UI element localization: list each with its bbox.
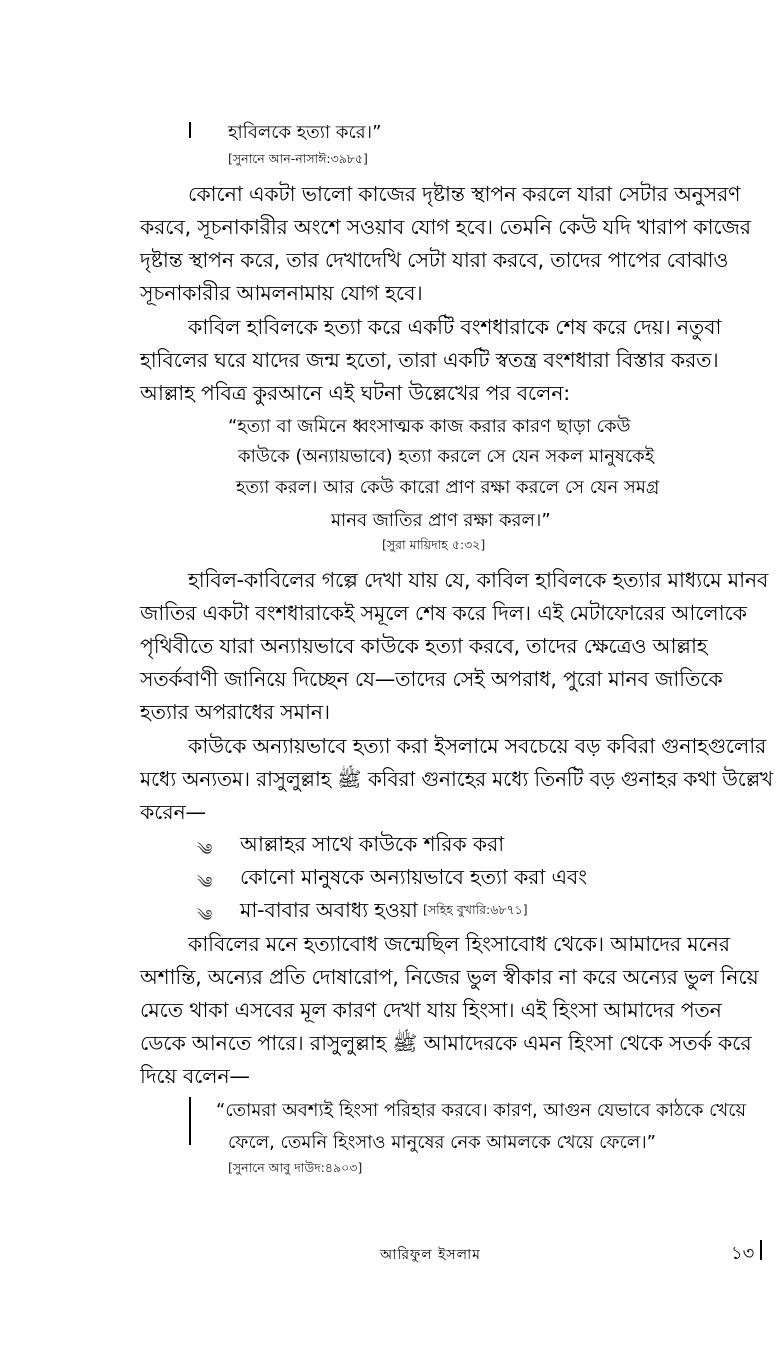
paragraph-line: হত্যার অপরাধের সমান। bbox=[140, 700, 330, 724]
page-number: ১৩ bbox=[731, 1243, 755, 1264]
quran-quote-line: “হত্যা বা জমিনে ধ্বংসাত্মক কাজ করার কারণ ছাড়া কেউ bbox=[228, 416, 631, 437]
paragraph-line: কাবিল হাবিলকে হত্যা করে একটি বংশধারাকে শেষ করে দেয়। নতুবা bbox=[188, 315, 722, 339]
paragraph-line: আল্লাহ পবিত্র কুরআনে এই ঘটনা উল্লেখের পর বলেন: bbox=[140, 381, 570, 405]
quran-quote-line: হত্যা করল। আর কেউ কারো প্রাণ রক্ষা করলে সে যেন সমগ্র bbox=[236, 477, 660, 498]
bullet-item: কোনো মানুষকে অন্যায়ভাবে হত্যা করা এবং bbox=[240, 865, 587, 889]
quote-bar bbox=[189, 122, 191, 138]
bullet-item: আল্লাহর সাথে কাউকে শরিক করা bbox=[240, 832, 504, 856]
paragraph-line: হাবিল-কাবিলের গল্পে দেখা যায় যে, কাবিল হাবিলকে হত্যার মাধ্যমে মানব bbox=[188, 568, 769, 592]
page-number-bar bbox=[760, 1240, 762, 1260]
paragraph-line: হাবিলের ঘরে যাদের জন্ম হতো, তারা একটি স্বতন্ত্র বংশধারা বিস্তার করত। bbox=[140, 348, 719, 372]
paragraph-line: দিয়ে বলেন— bbox=[140, 1064, 250, 1088]
paragraph-line: কাবিলের মনে হত্যাবোধ জন্মেছিল হিংসাবোধ থেকে। আমাদের মনের bbox=[188, 932, 730, 956]
citation: [সুনানে আবু দাউদ:৪৯০৩] bbox=[228, 1160, 363, 1175]
paragraph-line: ডেকে আনতে পারে। রাসুলুল্লাহ ﷺ আমাদেরকে এমন হিংসা থেকে সতর্ক করে bbox=[140, 1031, 752, 1055]
footer-author: আরিফুল ইসলাম bbox=[380, 1247, 481, 1263]
bullet-item: মা-বাবার অবাধ্য হওয়া bbox=[240, 898, 418, 922]
hadith-quote-line: ফেলে, তেমনি হিংসাও মানুষের নেক আমলকে খেয়ে ফেলে।” bbox=[228, 1132, 656, 1153]
quote-bar bbox=[189, 1097, 191, 1145]
citation: [সহিহ বুখারি:৬৮৭১] bbox=[423, 902, 528, 917]
paragraph-line: মধ্যে অন্যতম। রাসুলুল্লাহ ﷺ কবিরা গুনাহের মধ্যে তিনটি বড় গুনাহর কথা উল্লেখ bbox=[140, 767, 773, 791]
paragraph-line: মেতে থাকা এসবের মূল কারণ দেখা যায় হিংসা। এই হিংসা আমাদের পতন bbox=[140, 998, 722, 1022]
quote-line: হাবিলকে হত্যা করে।” bbox=[228, 122, 382, 143]
paragraph-line: কোনো একটা ভালো কাজের দৃষ্টান্ত স্থাপন করলে যারা সেটার অনুসরণ bbox=[188, 182, 741, 206]
paragraph-line: করেন— bbox=[140, 800, 206, 824]
leaf-ornament-icon: ༄ bbox=[197, 873, 213, 892]
paragraph-line: কাউকে অন্যায়ভাবে হত্যা করা ইসলামে সবচেয়ে বড় কবিরা গুনাহগুলোর bbox=[188, 734, 767, 758]
paragraph-line: জাতির একটা বংশধারাকেই সমূলে শেষ করে দিল। এই মেটাফোরের আলোকে bbox=[140, 601, 747, 625]
paragraph-line: করবে, সূচনাকারীর অংশে সওয়াব যোগ হবে। তেমনি কেউ যদি খারাপ কাজের bbox=[140, 215, 751, 239]
paragraph-line: সূচনাকারীর আমলনামায় যোগ হবে। bbox=[140, 281, 423, 305]
leaf-ornament-icon: ༄ bbox=[197, 906, 213, 925]
paragraph-line: পৃথিবীতে যারা অন্যায়ভাবে কাউকে হত্যা করবে, তাদের ক্ষেত্রেও আল্লাহ bbox=[140, 634, 708, 658]
paragraph-line: দৃষ্টান্ত স্থাপন করে, তার দেখাদেখি সেটা যারা করবে, তাদের পাপের বোঝাও bbox=[140, 248, 729, 272]
citation: [সুরা মায়িদাহ ৫:৩২] bbox=[382, 537, 486, 552]
quran-quote-line: কাউকে (অন্যায়ভাবে) হত্যা করলে সে যেন সকল মানুষকেই bbox=[238, 446, 655, 467]
quran-quote-line: মানব জাতির প্রাণ রক্ষা করল।” bbox=[331, 510, 551, 531]
leaf-ornament-icon: ༄ bbox=[197, 840, 213, 859]
paragraph-line: সতর্কবাণী জানিয়ে দিচ্ছেন যে—তাদের সেই অপরাধ, পুরো মানব জাতিকে bbox=[140, 667, 723, 691]
hadith-quote-line: “তোমরা অবশ্যই হিংসা পরিহার করবে। কারণ, আগুন যেভাবে কাঠকে খেয়ে bbox=[216, 1100, 747, 1121]
paragraph-line: অশান্তি, অন্যের প্রতি দোষারোপ, নিজের ভুল স্বীকার না করে অন্যের ভুল নিয়ে bbox=[140, 965, 759, 989]
citation: [সুনানে আন-নাসাঈ:৩৯৮৫] bbox=[228, 151, 368, 166]
